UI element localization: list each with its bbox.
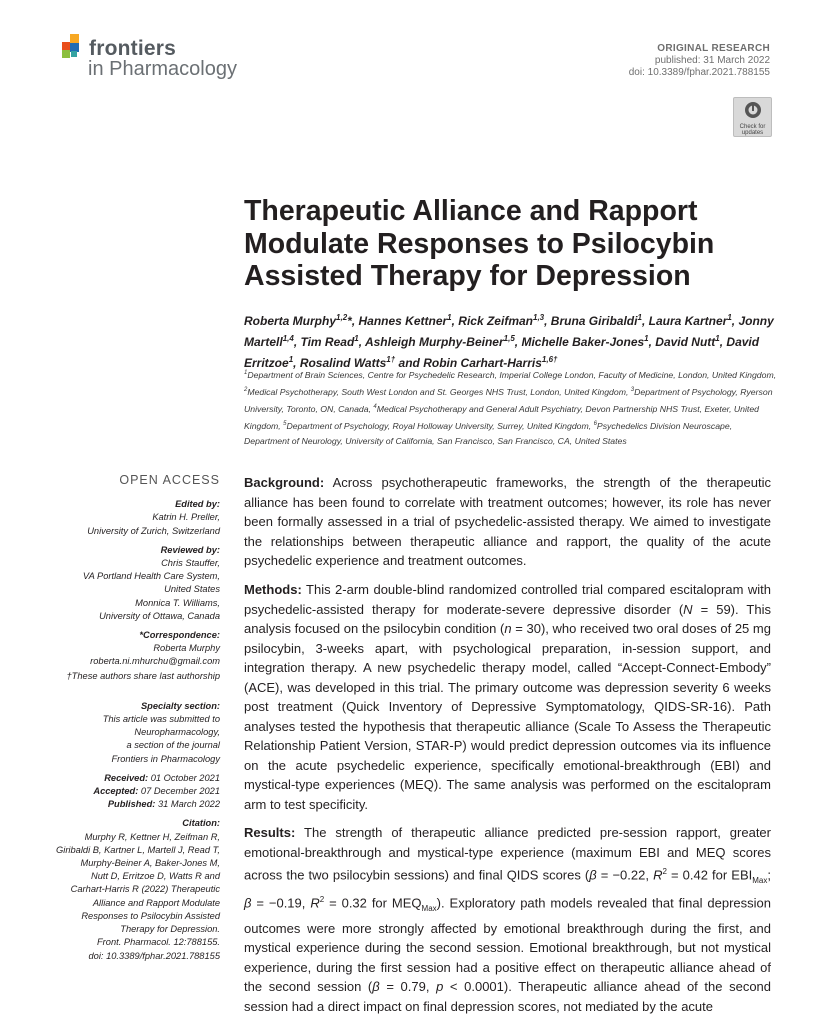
article-meta [629, 43, 770, 79]
author-name[interactable]: Michelle Baker-Jones [521, 335, 645, 349]
author-affiliation-marker: 1,2 [336, 313, 348, 322]
beta-symbol: β [244, 895, 252, 911]
citation-line: Carhart-Harris R (2022) Therapeutic [70, 884, 220, 895]
editor-line: Katrin H. Preller, [152, 512, 220, 523]
author-affiliation-marker: 1,6† [541, 355, 558, 364]
citation-line: Nutt D, Erritzoe D, Watts R and [91, 871, 220, 882]
author-affiliation-marker: 1 [644, 334, 649, 343]
author-name[interactable]: David Nutt [655, 335, 716, 349]
author-affiliation-marker: 1† [386, 355, 396, 364]
author-list: Roberta Murphy$^{1,2}$*, Hannes Kettner$^1$, Rick Zeifman$^{1,3}$, Bruna Giribaldi$^1$, Laura Kartner$^1$, Jonny Martell$^{1,4}$, Tim Read$^1$, Ashleigh Murphy-Beiner$^{1,5}$, Michelle Baker-Jones$^1$, David Nutt$^1$, David Erritzoe$^1$, Rosalind Watts$^{1\dagger}$ and Robin Carhart-Harris$^{1,6\dagger}$ [244, 313, 774, 370]
author-affiliation-marker: 1,4 [282, 334, 294, 343]
edited-by-label: Edited by: [175, 499, 220, 510]
methods-text: = 59). This analysis focused on the psilocybin condition ( [244, 601, 771, 636]
author-name[interactable]: David Erritzoe [244, 335, 760, 370]
background-label: Background: [244, 475, 325, 490]
affiliation-number: 6 [593, 420, 597, 427]
beta-symbol: β [589, 867, 597, 883]
check-updates-icon [744, 101, 762, 119]
reviewer-line: Chris Stauffer, [161, 558, 220, 569]
brand-name: frontiers [89, 37, 176, 60]
results-text: < 0.0001). Therapeutic alliance ahead of the second session had a direct impact on final depression scores, not mediated by the acute [244, 979, 772, 1014]
journal-logo [60, 33, 260, 83]
editor-line: University of Zurich, Switzerland [87, 525, 220, 536]
author-name[interactable]: Roberta Murphy [244, 314, 337, 328]
squared: 2 [319, 895, 325, 905]
author-name[interactable]: Robin Carhart-Harris [423, 356, 542, 370]
affiliation-text: Department of Psychology, Ryerson University, Toronto, ON, Canada, [244, 386, 773, 414]
received-label: Received: [104, 772, 149, 783]
badge-text-1: Check for [739, 124, 766, 130]
correspondence-label: *Correspondence: [139, 630, 220, 641]
citation-line: Front. Pharmacol. 12:788155. [97, 937, 220, 948]
specialty-line: Frontiers in Pharmacology [111, 753, 220, 764]
r-symbol: R [310, 895, 320, 911]
author-affiliation-marker: 1 [727, 313, 732, 322]
max-subscript: Max [421, 904, 437, 914]
results-text: = −0.22, [596, 867, 654, 883]
affiliation-number: 2 [244, 386, 248, 393]
author-name[interactable]: Jonny Martell [244, 314, 774, 349]
citation-line: Murphy R, Kettner H, Zeifman R, [84, 831, 220, 842]
author-affiliation-marker: 1,3 [533, 313, 545, 322]
affiliation-number: 1 [244, 370, 248, 376]
affiliation-number: 4 [373, 403, 377, 410]
abstract-methods [244, 580, 771, 814]
author-name[interactable]: Hannes Kettner [358, 314, 448, 328]
results-text: The strength of therapeutic alliance predicted pre-session rapport, greater emotional-breakthrough and mystical-type experience (maximum EBI and MEQ scores across the two psilocybin sessions) and final QIDS scores ( [244, 825, 771, 883]
author-name[interactable]: Tim Read [300, 335, 355, 349]
article-doi[interactable]: doi: 10.3389/fphar.2021.788155 [628, 67, 770, 78]
author-affiliation-marker: 1 [288, 355, 294, 364]
received-date [30, 772, 220, 785]
accepted-label: Accepted: [93, 786, 139, 797]
specialty-line: a section of the journal [126, 740, 220, 751]
background-text: Across psychotherapeutic frameworks, the strength of the therapeutic alliance has been found to correlate with treatment outcomes; however, its role has never been formally assessed in a trial of psychedelic-assisted therapy. We aimed to investigate the relationships between therapeutic alliance and rapport, the quality of the acute psychedelic experience and treatment outcomes. [244, 475, 771, 568]
citation-line: Alliance and Rapport Modulate [92, 897, 220, 908]
max-subscript: Max [752, 875, 768, 885]
accepted-value: 07 December 2021 [140, 786, 220, 797]
affiliation-text: Department of Brain Sciences, Centre for Psychedelic Research, Imperial College London, Faculty of Medicine, London, United Kingdom, [247, 369, 777, 380]
specialty-line: Neuropharmacology, [134, 727, 220, 738]
results-text: = 0.42 for EBI [666, 867, 753, 883]
reviewer-line: Monnica T. Williams, [135, 597, 220, 608]
check-for-updates-badge[interactable] [733, 97, 772, 137]
reviewer-line: VA Portland Health Care System, [82, 571, 220, 582]
author-name[interactable]: Bruna Giribaldi [550, 314, 638, 328]
abstract-background [244, 473, 771, 571]
reviewer-line: United States [164, 584, 220, 595]
citation-label: Citation: [182, 818, 220, 829]
citation-line: Murphy-Beiner A, Baker-Jones M, [80, 858, 220, 869]
squared: 2 [662, 867, 667, 876]
published-date: published: 31 March 2022 [654, 55, 770, 66]
affiliation-number: 3 [630, 386, 635, 393]
affiliation-text: Medical Psychotherapy, South West London and St. Georges NHS Trust, London, United Kingdom, [247, 386, 631, 397]
affiliation-text: Department of Psychology, Royal Holloway University, Surrey, United Kingdom, [286, 420, 594, 431]
journal-name: in Pharmacology [88, 58, 237, 80]
results-text: = 0.32 for MEQ [324, 895, 422, 911]
affiliations [244, 366, 779, 449]
published-value: 31 March 2022 [157, 799, 220, 810]
beta-symbol: β [372, 979, 380, 995]
accepted-date [30, 785, 220, 798]
citation-line[interactable]: doi: 10.3389/fphar.2021.788155 [88, 950, 220, 961]
correspondence-email[interactable]: roberta.ni.mhurchu@gmail.com [90, 656, 220, 667]
specialty-label: Specialty section: [140, 700, 220, 711]
article-type: ORIGINAL RESEARCH [657, 43, 770, 54]
results-text: ). Exploratory path models revealed that final depression outcomes were more strongly affected by emotional breakthrough during the first, and mystical experience during the second session. Emotional breakthrough, but not mystical experience, during the first session had a positive effect on therapeutic alliance ahead of the second session ( [244, 895, 772, 995]
citation-line: Responses to Psilocybin Assisted [81, 910, 220, 921]
author-affiliation-marker: 1,5 [503, 334, 515, 343]
badge-text-2: updates [741, 130, 764, 136]
affiliation-number: 5 [283, 420, 287, 427]
reviewed-by-label: Reviewed by: [160, 544, 220, 555]
corresponding-marker: * [347, 314, 352, 328]
correspondence-name: Roberta Murphy [153, 643, 220, 654]
author-affiliation-marker: 1 [447, 313, 452, 322]
author-name[interactable]: Rosalind Watts [299, 356, 387, 370]
reviewer-line: University of Ottawa, Canada [99, 610, 220, 621]
published-date-side [30, 798, 220, 811]
citation-line: Giribaldi B, Kartner L, Martell J, Read T, [56, 844, 220, 855]
methods-label: Methods: [244, 582, 302, 597]
results-text: ; [767, 867, 772, 883]
methods-n: n [504, 621, 512, 636]
author-name[interactable]: Rick Zeifman [458, 314, 533, 328]
author-affiliation-marker: 1 [715, 334, 720, 343]
author-affiliation-marker: 1 [354, 334, 359, 343]
author-name[interactable]: Ashleigh Murphy-Beiner [364, 335, 504, 349]
affiliation-text: Psychedelics Division Neuroscape, Department of Neurology, University of California, San Francisco, San Francisco, CA, United States [244, 420, 733, 446]
article-title: Therapeutic Alliance and Rapport Modulate Responses to Psilocybin Assisted Therapy for Depression [244, 195, 715, 292]
r-symbol: R [653, 867, 663, 883]
open-access-label: OPEN ACCESS [119, 473, 220, 487]
abstract-results [244, 823, 771, 1016]
results-label: Results: [244, 825, 296, 840]
p-symbol: p [436, 979, 444, 995]
author-name[interactable]: Laura Kartner [648, 314, 728, 328]
specialty-line: This article was submitted to [102, 714, 220, 725]
methods-text: = 30), who received two oral doses of 25 mg psilocybin, 3-weeks apart, with psychological preparation, in-session support, and integration therapy. A new psychedelic therapy model, called “Accept-Connect-Embody” (ACE), was developed in this trial. The primary outcome was depression severity 6 weeks post treatment (Quick Inventory of Depressive Symptomatology, QIDS-SR-16). Path analyses tested the hypothesis that therapeutic alliance (Scale To Assess the Therapeutic Relationship Patient Version, STAR-P) would predict depression outcomes via its influence on the acute psychedelic experience, specifically emotional-breakthrough (EBI) and mystical-type experiences (MEQ). The same analysis was performed on the escitalopram arm to test specificity. [244, 621, 771, 812]
frontiers-logo-icon [60, 33, 86, 59]
published-label: Published: [107, 799, 156, 810]
methods-N: N [683, 601, 693, 617]
methods-text: This 2-arm double-blind randomized controlled trial compared escitalopram with psychedelic-assisted therapy for moderate-severe depressive disorder ( [244, 582, 771, 617]
results-text: = −0.19, [251, 895, 311, 911]
author-affiliation-marker: 1 [637, 313, 642, 322]
affiliation-text: Medical Psychotherapy and General Adult Psychiatry, Devon Partnership NHS Trust, Exeter, United Kingdom, [244, 403, 760, 431]
shared-last-authorship-note: †These authors share last authorship [66, 670, 220, 681]
sidebar [30, 474, 220, 963]
citation-line: Therapy for Depression. [120, 924, 220, 935]
received-value: 01 October 2021 [150, 772, 220, 783]
results-text: = 0.79, [379, 979, 437, 995]
